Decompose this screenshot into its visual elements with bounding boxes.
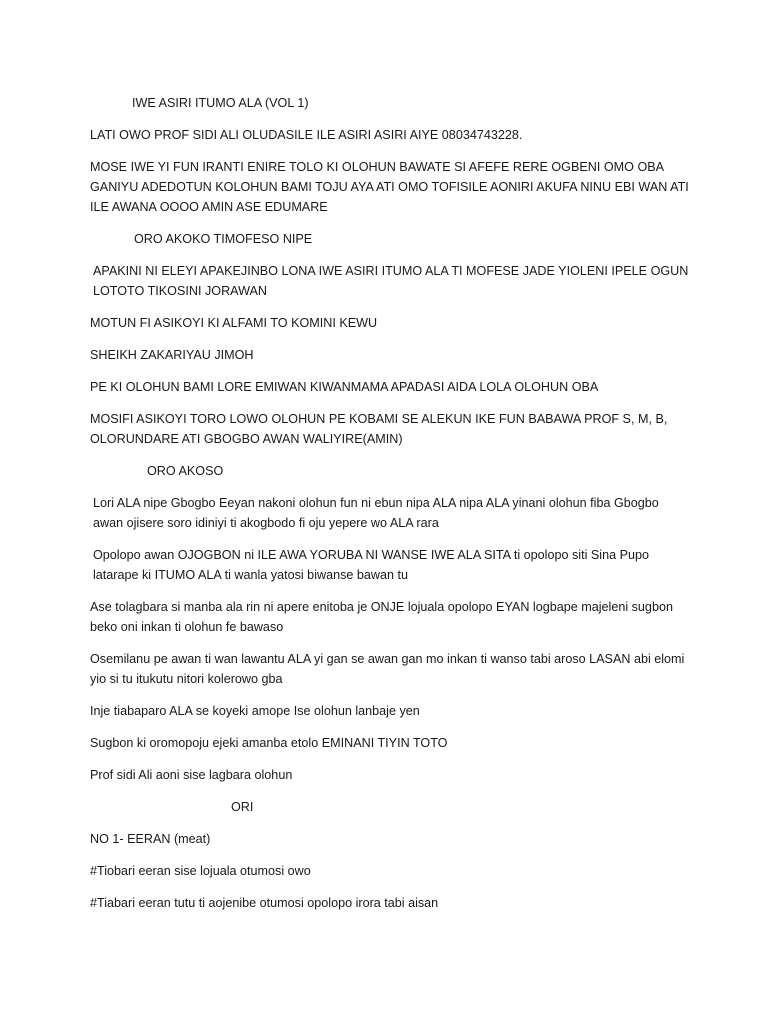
body-paragraph: Opolopo awan OJOGBON ni ILE AWA YORUBA NI WANSE IWE ALA SITA ti opolopo siti Sina Pupo latarape ki ITUMO ALA ti wanla yatosi biwanse bawan tu — [93, 548, 650, 582]
body-paragraph: Ase tolagbara si manba ala rin ni apere enitoba je ONJE lojuala opolopo EYAN logbape majeleni sugbon beko oni inkan ti olohun fe bawaso — [90, 600, 673, 634]
body-paragraph: Prof sidi Ali aoni sise lagbara olohun — [90, 768, 293, 782]
list-item: #Tiobari eeran sise lojuala otumosi owo — [90, 864, 311, 878]
body-paragraph: APAKINI NI ELEYI APAKEJINBO LONA IWE ASIRI ITUMO ALA TI MOFESE JADE YIOLENI IPELE OGUN LOTOTO TIKOSINI JORAWAN — [93, 264, 689, 298]
body-paragraph: Lori ALA nipe Gbogbo Eeyan nakoni olohun fun ni ebun nipa ALA nipa ALA yinani olohun fiba Gbogbo awan ojisere soro idiniyi ti akogbodo fi oju yepere wo ALA rara — [93, 496, 659, 530]
author-line: LATI OWO PROF SIDI ALI OLUDASILE ILE ASIRI ASIRI AIYE 08034743228. — [90, 128, 523, 142]
document-body — [90, 93, 690, 925]
body-paragraph: MOTUN FI ASIKOYI KI ALFAMI TO KOMINI KEWU — [90, 316, 378, 330]
section-heading-ori: ORI — [231, 800, 254, 814]
section-heading-oro-akoko: ORO AKOKO TIMOFESO NIPE — [134, 232, 313, 246]
document-title: IWE ASIRI ITUMO ALA (VOL 1) — [132, 96, 309, 110]
body-paragraph: Inje tiabaparo ALA se koyeki amope Ise olohun lanbaje yen — [90, 704, 420, 718]
section-heading-oro-akoso: ORO AKOSO — [147, 464, 224, 478]
body-paragraph: MOSIFI ASIKOYI TORO LOWO OLOHUN PE KOBAMI SE ALEKUN IKE FUN BABAWA PROF S, M, B, OLORUNDARE ATI GBOGBO AWAN WALIYIRE(AMIN) — [90, 412, 668, 446]
list-item: #Tiabari eeran tutu ti aojenibe otumosi opolopo irora tabi aisan — [90, 896, 439, 910]
body-paragraph: Osemilanu pe awan ti wan lawantu ALA yi gan se awan gan mo inkan ti wanso tabi aroso LASAN abi elomi yio si tu itukutu nitori kolerowo gba — [90, 652, 685, 686]
body-paragraph: Sugbon ki oromopoju ejeki amanba etolo EMINANI TIYIN TOTO — [90, 736, 448, 750]
body-paragraph: SHEIKH ZAKARIYAU JIMOH — [90, 348, 254, 362]
dedication-paragraph: MOSE IWE YI FUN IRANTI ENIRE TOLO KI OLOHUN BAWATE SI AFEFE RERE OGBENI OMO OBA GANIYU ADEDOTUN KOLOHUN BAMI TOJU AYA ATI OMO TOFISILE AONIRI AKUFA NINU EBI WAN ATI ILE AWANA OOOO AMIN ASE EDUMARE — [90, 160, 689, 214]
body-paragraph: PE KI OLOHUN BAMI LORE EMIWAN KIWANMAMA APADASI AIDA LOLA OLOHUN OBA — [90, 380, 599, 394]
list-item-heading: NO 1- EERAN (meat) — [90, 832, 211, 846]
